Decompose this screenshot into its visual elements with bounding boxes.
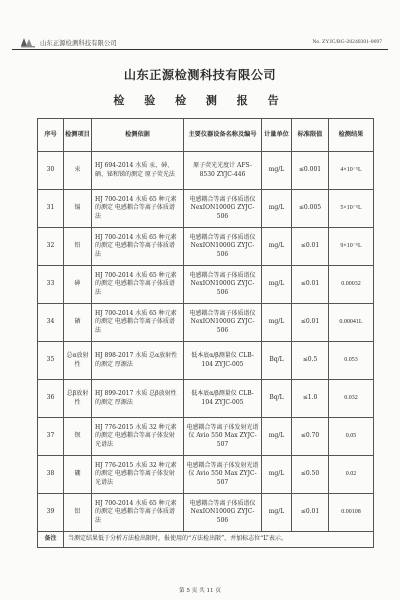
cell-item: 镉 xyxy=(64,190,92,228)
cell-unit: mg/L xyxy=(262,152,292,190)
cell-equipment: 电感耦合等离子体质谱仪 NexION1000G ZYJC-506 xyxy=(184,494,262,532)
cell-seq: 32 xyxy=(38,228,64,266)
cell-equipment: 电感耦合等离子体质谱仪 NexION1000G ZYJC-506 xyxy=(184,190,262,228)
cell-result: 0.053 xyxy=(329,342,374,380)
report-number: No. ZYJC/BG-20240301-0697 xyxy=(312,39,382,45)
cell-limit: ≤0.01 xyxy=(292,228,329,266)
cell-result: 0.02 xyxy=(329,456,374,494)
note-label: 备注 xyxy=(38,532,64,548)
cell-seq: 37 xyxy=(38,418,64,456)
cell-seq: 38 xyxy=(38,456,64,494)
cell-seq: 30 xyxy=(38,152,64,190)
cell-result: 0.00108 xyxy=(329,494,374,532)
report-title: 检 验 检 测 报 告 xyxy=(113,94,287,107)
header-company-name: 山东正源检测科技有限公司 xyxy=(40,39,117,47)
cell-seq: 34 xyxy=(38,304,64,342)
cell-unit: mg/L xyxy=(262,228,292,266)
cell-result: 9×10⁻⁵L xyxy=(329,228,374,266)
cell-limit: ≤0.50 xyxy=(292,456,329,494)
table-row xyxy=(38,380,374,418)
cell-unit: mg/L xyxy=(262,494,292,532)
table-row xyxy=(38,418,374,456)
table-header-row xyxy=(38,119,374,152)
header-unit: 计量单位 xyxy=(262,119,292,152)
cell-seq: 31 xyxy=(38,190,64,228)
cell-limit: ≤0.001 xyxy=(292,152,329,190)
cell-limit: ≤0.70 xyxy=(292,418,329,456)
header-basis: 检测依据 xyxy=(92,119,184,152)
cell-basis: HJ 694-2014 水质 汞、砷、硒、铋和锑的测定 原子荧光法 xyxy=(92,152,184,190)
page-header xyxy=(12,36,388,50)
cell-result: 0.05 xyxy=(329,418,374,456)
test-results-table xyxy=(37,118,374,548)
cell-result: 4×10⁻⁵L xyxy=(329,152,374,190)
cell-limit: ≤0.01 xyxy=(292,494,329,532)
cell-unit: mg/L xyxy=(262,266,292,304)
table-row xyxy=(38,190,374,228)
cell-limit: ≤0.01 xyxy=(292,304,329,342)
cell-unit: Bq/L xyxy=(262,380,292,418)
header-equipment: 主要仪器设备名称及编号 xyxy=(184,119,262,152)
cell-seq: 39 xyxy=(38,494,64,532)
cell-result: 0.00041L xyxy=(329,304,374,342)
company-title: 山东正源检测科技有限公司 xyxy=(123,68,277,82)
table-row xyxy=(38,456,374,494)
cell-basis: HJ 776-2015 水质 32 种元素的测定 电感耦合等离子体发射光谱法 xyxy=(92,456,184,494)
table-body xyxy=(38,152,374,532)
header-limit: 标准限值 xyxy=(292,119,329,152)
cell-unit: mg/L xyxy=(262,456,292,494)
cell-equipment: 原子荧光光度计 AFS-8530 ZYJC-446 xyxy=(184,152,262,190)
cell-unit: mg/L xyxy=(262,418,292,456)
cell-basis: HJ 700-2014 水质 65 种元素的测定 电感耦合等离子体质谱法 xyxy=(92,266,184,304)
header-result: 检测结果 xyxy=(329,119,374,152)
table-row xyxy=(38,266,374,304)
cell-result: 5×10⁻⁵L xyxy=(329,190,374,228)
cell-item: 总α放射性 xyxy=(64,342,92,380)
cell-basis: HJ 700-2014 水质 65 种元素的测定 电感耦合等离子体质谱法 xyxy=(92,228,184,266)
header-seq: 序号 xyxy=(38,119,64,152)
cell-equipment: 电感耦合等离子体发射光谱仪 Avio 550 Max ZYJC-507 xyxy=(184,456,262,494)
cell-basis: HJ 776-2015 水质 32 种元素的测定 电感耦合等离子体发射光谱法 xyxy=(92,418,184,456)
cell-limit: ≤0.005 xyxy=(292,190,329,228)
cell-equipment: 低本底α/β测量仪 CLB-104 ZYJC-005 xyxy=(184,380,262,418)
table-row xyxy=(38,304,374,342)
cell-equipment: 电感耦合等离子体发射光谱仪 Avio 550 Max ZYJC-507 xyxy=(184,418,262,456)
cell-basis: HJ 700-2014 水质 65 种元素的测定 电感耦合等离子体质谱法 xyxy=(92,304,184,342)
cell-item: 钡 xyxy=(64,418,92,456)
header-item: 检测项目 xyxy=(64,119,92,152)
note-row xyxy=(38,532,374,548)
cell-equipment: 电感耦合等离子体质谱仪 NexION1000G ZYJC-506 xyxy=(184,266,262,304)
cell-seq: 36 xyxy=(38,380,64,418)
cell-item: 砷 xyxy=(64,266,92,304)
cell-limit: ≤0.01 xyxy=(292,266,329,304)
cell-limit: ≤0.5 xyxy=(292,342,329,380)
cell-unit: mg/L xyxy=(262,190,292,228)
cell-equipment: 电感耦合等离子体质谱仪 NexION1000G ZYJC-506 xyxy=(184,228,262,266)
cell-item: 硒 xyxy=(64,304,92,342)
cell-item: 硼 xyxy=(64,456,92,494)
cell-result: 0.00032 xyxy=(329,266,374,304)
page-number: 第 5 页 共 11 页 xyxy=(179,588,221,594)
cell-item: 铝 xyxy=(64,494,92,532)
cell-basis: HJ 898-2017 水质 总α放射性的测定 厚源法 xyxy=(92,342,184,380)
cell-basis: HJ 700-2014 水质 65 种元素的测定 电感耦合等离子体质谱法 xyxy=(92,494,184,532)
cell-unit: Bq/L xyxy=(262,342,292,380)
cell-result: 0.032 xyxy=(329,380,374,418)
cell-basis: HJ 899-2017 水质 总β放射性的测定 厚源法 xyxy=(92,380,184,418)
cell-equipment: 低本底α/β测量仪 CLB-104 ZYJC-005 xyxy=(184,342,262,380)
cell-seq: 33 xyxy=(38,266,64,304)
cell-equipment: 电感耦合等离子体质谱仪 NexION1000G ZYJC-506 xyxy=(184,304,262,342)
note-text: 当测定结果低于分析方法检出限时，报使用的“方法检出限”，并加标志位“L”表示。 xyxy=(64,532,374,548)
cell-limit: ≤1.0 xyxy=(292,380,329,418)
table-row xyxy=(38,494,374,532)
table-row xyxy=(38,228,374,266)
table-row xyxy=(38,152,374,190)
cell-item: 汞 xyxy=(64,152,92,190)
company-logo-icon xyxy=(20,36,36,48)
cell-seq: 35 xyxy=(38,342,64,380)
cell-unit: mg/L xyxy=(262,304,292,342)
cell-item: 铅 xyxy=(64,228,92,266)
cell-basis: HJ 700-2014 水质 65 种元素的测定 电感耦合等离子体质谱法 xyxy=(92,190,184,228)
cell-item: 总β放射性 xyxy=(64,380,92,418)
table-row xyxy=(38,342,374,380)
